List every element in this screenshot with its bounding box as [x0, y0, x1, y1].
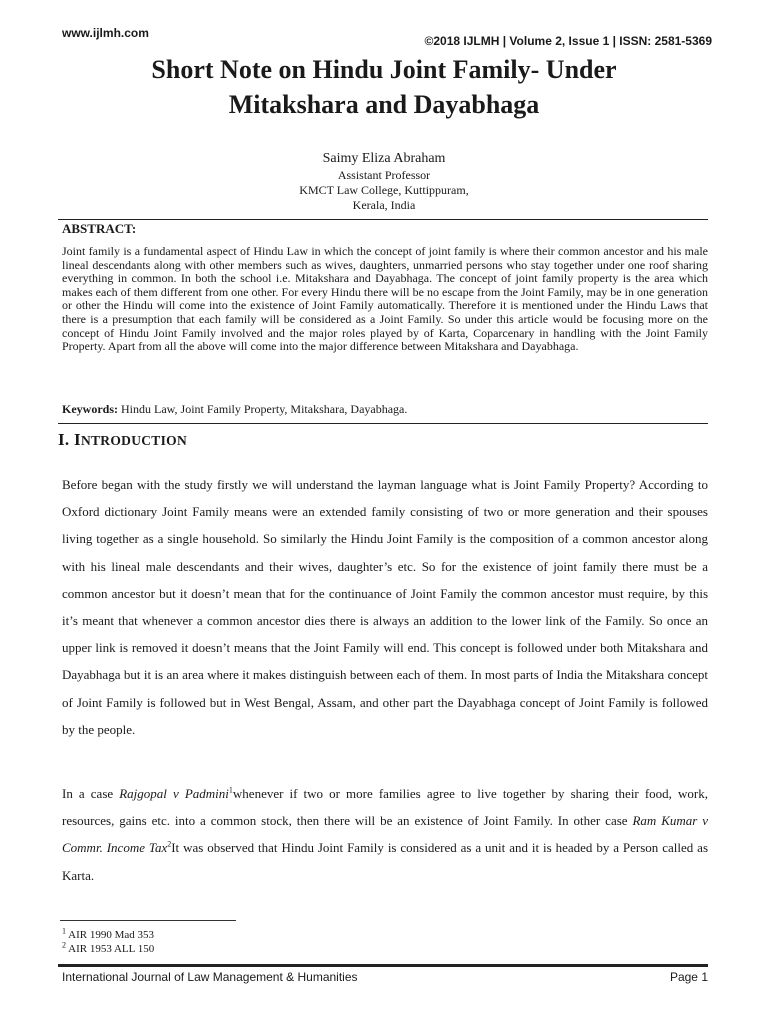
intro-paragraph-1: Before began with the study firstly we will understand the layman language what is Joint Family Property? According to Oxford dictionary Joint Family means were an extended family consisting of two or more generation and their spouses living together as a single household. So similarly the Hindu Joint Family is the composition of a common ancestor along with his lineal male descendants and their wives, daughter’s etc. So for the existence of joint family there must be a common ancestor but it doesn’t mean that for the continuance of Joint Family the common ancestor must require, by this it’s meant that whenever a common ancestor dies there is always an addition to the lower link of the Family. So once an upper link is removed it doesn’t means that the Joint Family will end. This concept is followed under both Mitakshara and Dayabhaga but it is an area where it makes distinguish between each of them. In most parts of India the Mitakshara concept of Joint Family is followed but in West Bengal, Assam, and other part the Dayabhaga concept of Joint Family is followed by the people. [62, 477, 708, 737]
footnote-rule [60, 920, 236, 921]
author-institution: KMCT Law College, Kuttippuram, [299, 183, 469, 197]
paper-title [60, 52, 708, 122]
abstract-bottom-rule [58, 423, 708, 424]
footnotes [62, 928, 154, 956]
case-citation-1: Rajgopal v Padmini [119, 786, 229, 801]
title-line-2: Mitakshara and Dayabhaga [228, 90, 540, 119]
page-number: Page 1 [669, 970, 708, 984]
keywords-list: Hindu Law, Joint Family Property, Mitakshara, Dayabhaga. [121, 402, 408, 416]
abstract-top-rule [58, 219, 708, 220]
footer-rule [58, 964, 708, 967]
author-name: Saimy Eliza Abraham [322, 151, 446, 166]
footer-journal-name: International Journal of Law Management & Humanities [62, 970, 358, 984]
footnote-ref-2[interactable]: 2 [167, 840, 172, 850]
abstract-heading: ABSTRACT: [62, 221, 137, 236]
footnote-mark-1: 1 [62, 926, 66, 936]
footnote-text-2: AIR 1953 ALL 150 [68, 943, 155, 955]
journal-website: www.ijlmh.com [62, 26, 149, 40]
section-number: I. I [58, 430, 81, 449]
title-line-1: Short Note on Hindu Joint Family- Under [151, 55, 617, 84]
footnote-text-1: AIR 1990 Mad 353 [68, 929, 155, 941]
author-position: Assistant Professor [337, 168, 431, 182]
journal-info: ©2018 IJLMH | Volume 2, Issue 1 | ISSN: 2581-5369 [424, 34, 712, 48]
author-location: Kerala, India [352, 198, 416, 212]
section-name: NTRODUCTION [80, 433, 187, 448]
footnote-mark-2: 2 [62, 940, 66, 950]
keywords-label: Keywords: [62, 402, 118, 416]
footnote-1 [62, 928, 154, 942]
footnote-2 [62, 942, 154, 956]
abstract-body: Joint family is a fundamental aspect of Hindu Law in which the concept of joint family is where their common ancestor and his male lineal descendants along with other members such as wives, daughters, unmarried persons who stay together under one roof sharing everything in common. In both the school i.e. Mitakshara and Dayabhaga. The concept of joint family property is the area which makes each of them different from one other. For every Hindu there will be no escape from the Joint Family, may be in one generation or other the Hindu will come into the existence of Joint Family automatically. Therefore it is mentioned under the Hindu Laws that there is a presumption that each family will be considered as a Joint Family. So under this article would be focusing more on the concept of Hindu Joint Family involved and the major roles played by of Karta, Coparcenary in handling with the Joint Family Property. Apart from all the above will come into the major difference between Mitakshara and Dayabhaga. [62, 244, 708, 354]
para2-text-2: It was observed that Hindu Joint Family is considered as a unit and it is headed by a Person called as Karta. [62, 840, 708, 883]
para2-text-1: whenever if two or more families agree to live together by sharing their food, work, resources, gains etc. into a common stock, then there will be an existence of Joint Family. In other case [62, 786, 708, 829]
keywords [62, 402, 708, 416]
para2-lead: In a case [62, 786, 120, 801]
case-citation-2: Ram Kumar v Commr. Income Tax [62, 813, 709, 856]
footnote-ref-1[interactable]: 1 [228, 785, 233, 795]
section-heading-introduction [58, 430, 187, 450]
intro-paragraph-2 [62, 780, 708, 889]
author-block [200, 150, 568, 213]
